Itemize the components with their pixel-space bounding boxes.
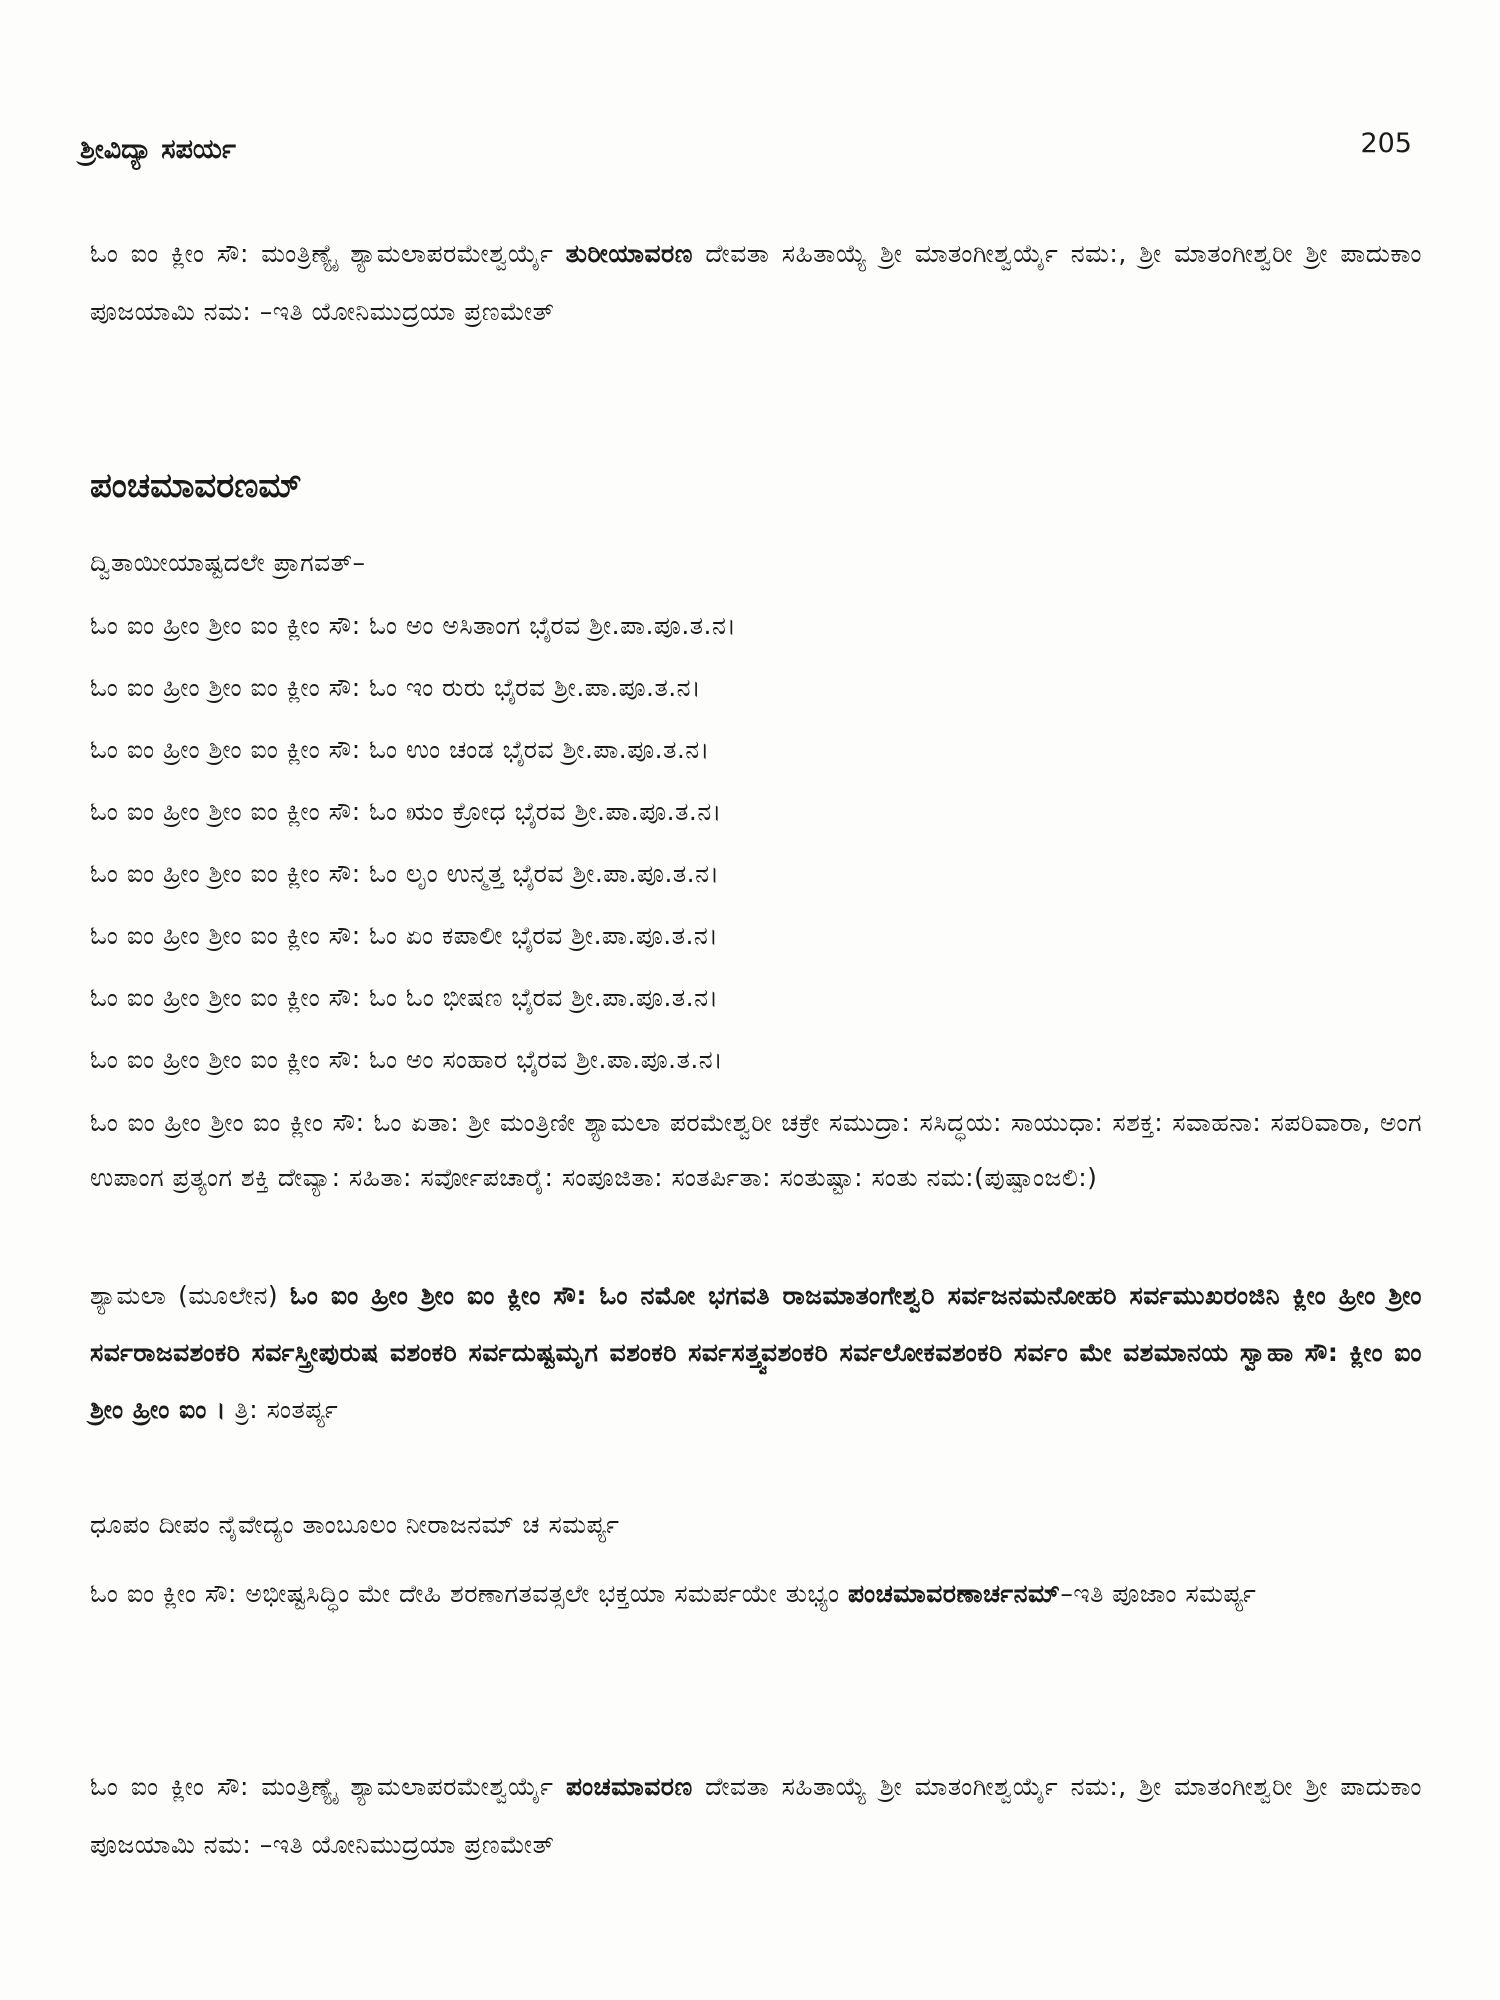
paragraph-pushpanjali: ಓಂ ಐಂ ಹ್ರೀಂ ಶ್ರೀಂ ಐಂ ಕ್ಲೀಂ ಸೌ: ಓಂ ಏತಾ: ಶ್ರೀ ಮಂತ್ರಿಣೀ ಶ್ಯಾಮಲಾ ಪರಮೇಶ್ವರೀ ಚಕ್ರೇ ಸಮುದ್ರಾ: ಸಸಿದ್ಧಯ: ಸಾಯುಧಾ: ಸಶಕ್ತ: ಸವಾಹನಾ: ಸಪರಿವಾರಾ, ಅಂಗ ಉಪಾಂಗ ಪ್ರತ್ಯಂಗ ಶಕ್ತಿ ದೇವ್ಯಾ: ಸಹಿತಾ: ಸರ್ವೋಪಚಾರೈ: ಸಂಪೂಜಿತಾ: ಸಂತರ್ಪಿತಾ: ಸಂತುಷ್ಟಾ: ಸಂತು ನಮ:(ಪುಷ್ಪಾಂಜಲಿ:) (90, 1108, 1422, 1192)
paragraph-panchama-avarana (90, 1758, 1422, 1874)
page-number: 205 (1360, 128, 1412, 159)
paragraph-text: ತ್ರಿ: ಸಂತರ್ಪ್ಯ (226, 1395, 339, 1424)
paragraph-text: ಓಂ ಐಂ ಕ್ಲೀಂ ಸೌ: ಮಂತ್ರಿಣ್ಯೈ ಶ್ಯಾಮಲಾಪರಮೇಶ್ವರ್ಯೈ (90, 1772, 566, 1801)
paragraph-text: ಓಂ ಐಂ ಕ್ಲೀಂ ಸೌ: ಅಭೀಷ್ಟಸಿದ್ಧಿಂ ಮೇ ದೇಹಿ ಶರಣಾಗತವತ್ಸಲೇ ಭಕ್ತಯಾ ಸಮರ್ಪಯೇ ತುಭ್ಯಂ (90, 1579, 848, 1608)
page-header (80, 126, 1420, 166)
running-title: ಶ್ರೀವಿದ್ಯಾ ಸಪರ್ಯ (80, 134, 236, 165)
list-item: ಓಂ ಐಂ ಹ್ರೀಂ ಶ್ರೀಂ ಐಂ ಕ್ಲೀಂ ಸೌ: ಓಂ ಅಂ ಅಸಿತಾಂಗ ಭೈರವ ಶ್ರೀ.ಪಾ.ಪೂ.ತ.ನ। (90, 611, 737, 640)
paragraph-text: ದೇವತಾ ಸಹಿತಾಯ್ಯೆ ಶ್ರೀ ಮಾತಂಗೀಶ್ವರ್ಯೈ ನಮ:, ಶ್ರೀ ಮಾತಂಗೀಶ್ವರೀ ಶ್ರೀ ಪಾದುಕಾಂ ಪೂಜಯಾಮಿ ನಮ: –ಇತಿ ಯೋನಿಮುದ್ರಯಾ ಪ್ರಣಮೇತ್ (90, 1772, 1422, 1859)
list-item: ಓಂ ಐಂ ಹ್ರೀಂ ಶ್ರೀಂ ಐಂ ಕ್ಲೀಂ ಸೌ: ಓಂ ಲೃಂ ಉನ್ಮತ್ತ ಭೈರವ ಶ್ರೀ.ಪಾ.ಪೂ.ತ.ನ। (90, 859, 720, 888)
bold-mantra: ಓಂ ಐಂ ಹ್ರೀಂ ಶ್ರೀಂ ಐಂ ಕ್ಲೀಂ ಸೌ: ಓಂ ನಮೋ ಭಗವತಿ ರಾಜಮಾತಂಗೇಶ್ವರಿ ಸರ್ವಜನಮನೋಹರಿ ಸರ್ವಮುಖರಂಜಿನಿ ಕ್ಲೀಂ ಹ್ರೀಂ ಶ್ರೀಂ ಸರ್ವರಾಜವಶಂಕರಿ ಸರ್ವಸ್ತ್ರೀಪುರುಷ ವಶಂಕರಿ ಸರ್ವದುಷ್ಟಮೃಗ ವಶಂಕರಿ ಸರ್ವಸತ್ತ್ವವಶಂಕರಿ ಸರ್ವಲೋಕವಶಂಕರಿ ಸರ್ವಂ ಮೇ ವಶಮಾನಯ ಸ್ವಾಹಾ ಸೌ: ಕ್ಲೀಂ ಐಂ ಶ್ರೀಂ ಹ್ರೀಂ ಐಂ । (90, 1281, 1422, 1424)
intro-line: ದ್ವಿತಾಯೀಯಾಷ್ಟದಲೇ ಪ್ರಾಗವತ್– (90, 548, 366, 577)
paragraph-text: –ಇತಿ ಪೂಜಾಂ ಸಮರ್ಪ್ಯ (1060, 1579, 1257, 1608)
paragraph-text: ದೇವತಾ ಸಹಿತಾಯ್ಯೆ ಶ್ರೀ ಮಾತಂಗೀಶ್ವರ್ಯೈ ನಮ:, ಶ್ರೀ ಮಾತಂಗೀಶ್ವರೀ ಶ್ರೀ ಪಾದುಕಾಂ ಪೂಜಯಾಮಿ ನಮ: –ಇತಿ ಯೋನಿಮುದ್ರಯಾ ಪ್ರಣಮೇತ್ (90, 239, 1422, 326)
list-item: ಓಂ ಐಂ ಹ್ರೀಂ ಶ್ರೀಂ ಐಂ ಕ್ಲೀಂ ಸೌ: ಓಂ ಇಂ ರುರು ಭೈರವ ಶ್ರೀ.ಪಾ.ಪೂ.ತ.ನ। (90, 673, 702, 702)
paragraph-shyamala-mula (90, 1267, 1422, 1438)
paragraph-text: ಶ್ಯಾಮಲಾ (ಮೂಲೇನ) (90, 1281, 290, 1310)
paragraph-turiya-avarana (90, 225, 1422, 341)
dhupa-line: ಧೂಪಂ ದೀಪಂ ನೈವೇದ್ಯಂ ತಾಂಬೂಲಂ ನೀರಾಜನಮ್ ಚ ಸಮರ್ಪ್ಯ (90, 1510, 620, 1539)
list-item: ಓಂ ಐಂ ಹ್ರೀಂ ಶ್ರೀಂ ಐಂ ಕ್ಲೀಂ ಸೌ: ಓಂ ಏಂ ಕಪಾಲೀ ಭೈರವ ಶ್ರೀ.ಪಾ.ಪೂ.ತ.ನ। (90, 921, 719, 950)
list-item: ಓಂ ಐಂ ಹ್ರೀಂ ಶ್ರೀಂ ಐಂ ಕ್ಲೀಂ ಸೌ: ಓಂ ಋಂ ಕ್ರೋಧ ಭೈರವ ಶ್ರೀ.ಪಾ.ಪೂ.ತ.ನ। (90, 797, 722, 826)
list-item: ಓಂ ಐಂ ಹ್ರೀಂ ಶ್ರೀಂ ಐಂ ಕ್ಲೀಂ ಸೌ: ಓಂ ಉಂ ಚಂಡ ಭೈರವ ಶ್ರೀ.ಪಾ.ಪೂ.ತ.ನ। (90, 735, 710, 764)
list-item: ಓಂ ಐಂ ಹ್ರೀಂ ಶ್ರೀಂ ಐಂ ಕ್ಲೀಂ ಸೌ: ಓಂ ಓಂ ಭೀಷಣ ಭೈರವ ಶ್ರೀ.ಪಾ.ಪೂ.ತ.ನ। (90, 983, 719, 1012)
bold-term: ಪಂಚಮಾವರಣ (565, 1772, 693, 1801)
section-heading: ಪಂಚಮಾವರಣಮ್ (90, 466, 302, 506)
paragraph-abhishta-siddhi (90, 1565, 1422, 1623)
bold-term: ಪಂಚಮಾವರಣಾರ್ಚನಮ್ (847, 1579, 1061, 1608)
bold-term: ತುರೀಯಾವರಣ (565, 239, 693, 268)
paragraph-text: ಓಂ ಐಂ ಕ್ಲೀಂ ಸೌ: ಮಂತ್ರಿಣ್ಯೈ ಶ್ಯಾಮಲಾಪರಮೇಶ್ವರ್ಯೈ (90, 239, 566, 268)
list-item: ಓಂ ಐಂ ಹ್ರೀಂ ಶ್ರೀಂ ಐಂ ಕ್ಲೀಂ ಸೌ: ಓಂ ಅಂ ಸಂಹಾರ ಭೈರವ ಶ್ರೀ.ಪಾ.ಪೂ.ತ.ನ। (90, 1045, 724, 1074)
